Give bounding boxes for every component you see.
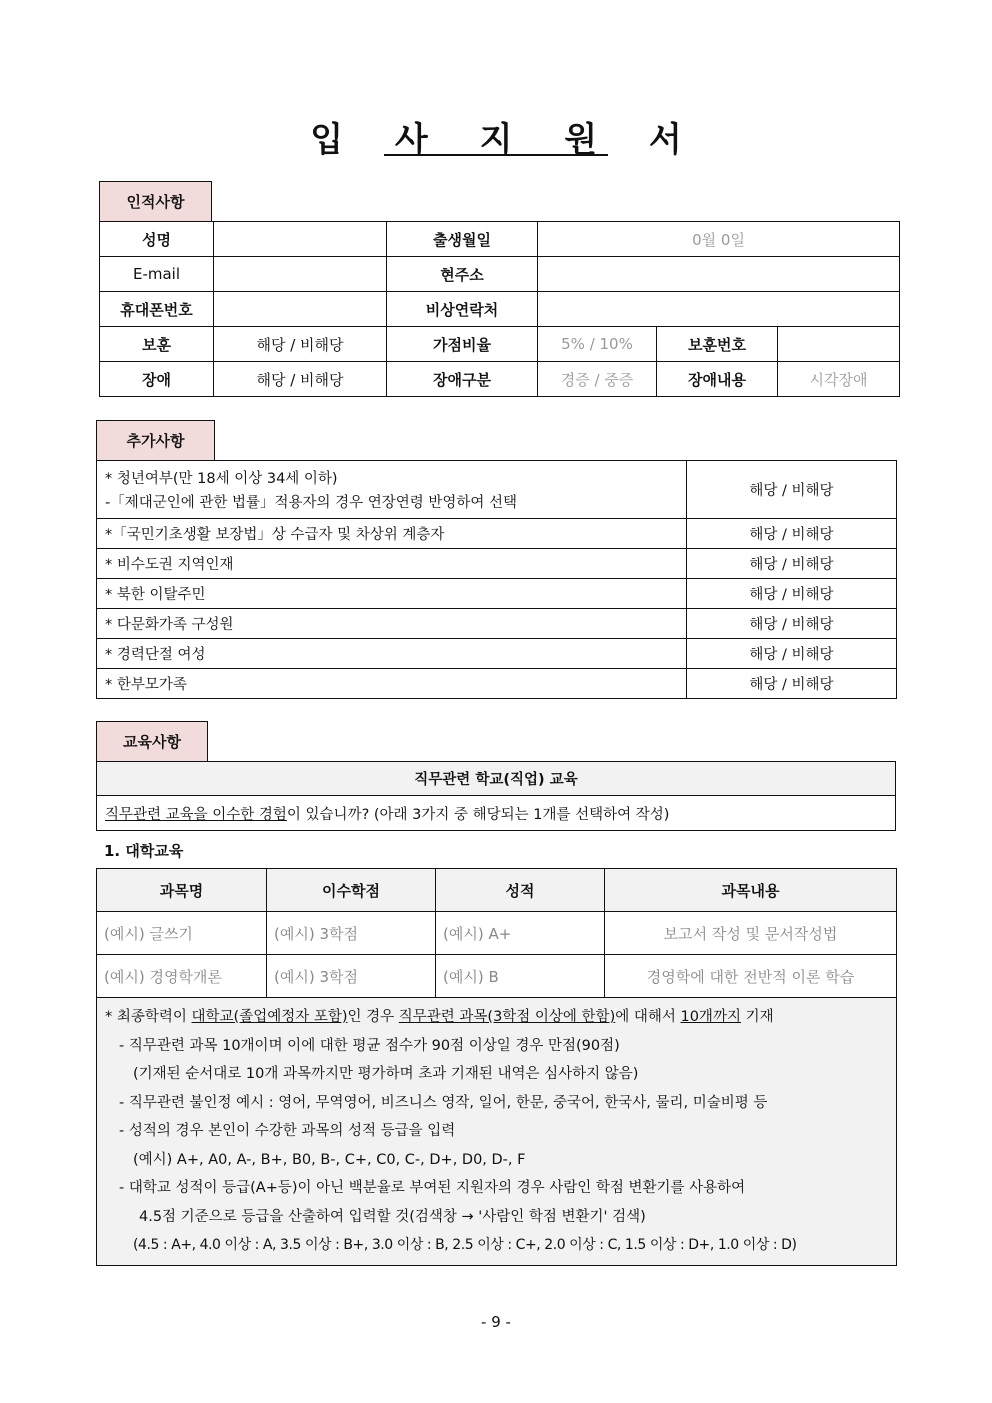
- personal-info-table: [99, 221, 900, 397]
- field-phone[interactable]: [214, 292, 387, 327]
- cell-grade[interactable]: (예시) B: [436, 955, 605, 998]
- note-line: - 직무관련 과목 10개이며 이에 대한 평균 점수가 90점 이상일 경우 만점(90점): [119, 1037, 620, 1054]
- additional-info-tag: 추가사항: [96, 420, 215, 460]
- label-bonus-rate: 가점비율: [387, 327, 538, 362]
- label-emergency: 비상연락처: [387, 292, 538, 327]
- row-veteran: [100, 327, 900, 362]
- note-line: - 대학교 성적이 등급(A+등)이 아닌 백분율로 부여된 지원자의 경우 사람인 학점 변환기를 사용하여: [119, 1180, 746, 1196]
- field-disability-detail[interactable]: 시각장애: [778, 362, 900, 397]
- title-underline: [384, 154, 608, 156]
- field-emergency[interactable]: [538, 292, 900, 327]
- label-phone: 휴대폰번호: [100, 292, 214, 327]
- additional-row-multicultural: [97, 609, 897, 639]
- additional-question: * 북한 이탈주민: [97, 579, 687, 609]
- university-courses-table: [96, 868, 897, 1266]
- field-disability[interactable]: 해당 / 비해당: [214, 362, 387, 397]
- col-credits: 이수학점: [267, 869, 436, 912]
- label-birthday: 출생월일: [387, 222, 538, 257]
- table-row: [97, 955, 897, 998]
- additional-answer[interactable]: 해당 / 비해당: [687, 669, 897, 699]
- education-tag: 교육사항: [96, 721, 208, 761]
- additional-answer[interactable]: 해당 / 비해당: [687, 609, 897, 639]
- additional-question: * 한부모가족: [97, 669, 687, 699]
- row-email: [100, 257, 900, 292]
- additional-question: * 경력단절 여성: [97, 639, 687, 669]
- additional-answer[interactable]: 해당 / 비해당: [687, 579, 897, 609]
- additional-answer[interactable]: 해당 / 비해당: [687, 461, 897, 519]
- additional-question-line2: -「제대군인에 관한 법률」적용자의 경우 연장연령 반영하여 선택: [105, 495, 518, 511]
- note-line: (기재된 순서대로 10개 과목까지만 평가하며 초과 기재된 내역은 심사하지 않음): [133, 1066, 639, 1082]
- label-veteran: 보훈: [100, 327, 214, 362]
- additional-row-defector: [97, 579, 897, 609]
- education-question-table: [96, 761, 896, 831]
- label-veteran-number: 보훈번호: [657, 327, 778, 362]
- additional-question-line1: * 청년여부(만 18세 이상 34세 이하): [105, 471, 338, 487]
- courses-header-row: [97, 869, 897, 912]
- additional-question: * 다문화가족 구성원: [97, 609, 687, 639]
- note-line: 4.5점 기준으로 등급을 산출하여 입력할 것(검색창 → '사람인 학점 변환기' 검색): [139, 1208, 646, 1225]
- education-header: 직무관련 학교(직업) 교육: [97, 762, 896, 796]
- cell-credits[interactable]: (예시) 3학점: [267, 912, 436, 955]
- note-line: * 최종학력이 대학교(졸업예정자 포함)인 경우 직무관련 과목(3학점 이상에 한함)에 대해서 10개까지 기재: [105, 1009, 774, 1025]
- col-course-content: 과목내용: [605, 869, 897, 912]
- cell-course-content[interactable]: 경영학에 대한 전반적 이론 학습: [605, 955, 897, 998]
- note-line: - 성적의 경우 본인이 수강한 과목의 성적 등급을 입력: [119, 1123, 456, 1139]
- form-title: 입 사 지 원 서: [310, 120, 702, 160]
- cell-grade[interactable]: (예시) A+: [436, 912, 605, 955]
- education-notes: [97, 998, 897, 1266]
- col-grade: 성적: [436, 869, 605, 912]
- additional-answer[interactable]: 해당 / 비해당: [687, 639, 897, 669]
- additional-answer[interactable]: 해당 / 비해당: [687, 549, 897, 579]
- table-row: [97, 912, 897, 955]
- field-bonus-rate[interactable]: 5% / 10%: [538, 327, 657, 362]
- label-email: E-mail: [100, 257, 214, 292]
- label-address: 현주소: [387, 257, 538, 292]
- field-veteran[interactable]: 해당 / 비해당: [214, 327, 387, 362]
- additional-row-basic-livelihood: [97, 519, 897, 549]
- cell-course-name[interactable]: (예시) 글쓰기: [97, 912, 267, 955]
- education-question-rest: 이 있습니까? (아래 3가지 중 해당되는 1개를 선택하여 작성): [286, 806, 670, 823]
- education-question-underlined: 직무관련 교육을 이수한 경험: [105, 806, 287, 823]
- personal-info-tag: 인적사항: [99, 181, 212, 221]
- field-address[interactable]: [538, 257, 900, 292]
- label-disability-detail: 장애내용: [657, 362, 778, 397]
- label-name: 성명: [100, 222, 214, 257]
- cell-credits[interactable]: (예시) 3학점: [267, 955, 436, 998]
- cell-course-content[interactable]: 보고서 작성 및 문서작성법: [605, 912, 897, 955]
- additional-row-single-parent: [97, 669, 897, 699]
- note-line: - 직무관련 불인정 예시 : 영어, 무역영어, 비즈니스 영작, 일어, 한문, 중국어, 한국사, 물리, 미술비평 등: [119, 1094, 768, 1111]
- note-line: (4.5 : A+, 4.0 이상 : A, 3.5 이상 : B+, 3.0 이상 : B, 2.5 이상 : C+, 2.0 이상 : C, 1.5 이상 : D+, 1.0 이상 : D): [133, 1237, 797, 1253]
- additional-answer[interactable]: 해당 / 비해당: [687, 519, 897, 549]
- additional-question: [97, 461, 687, 519]
- row-disability: [100, 362, 900, 397]
- education-question: [97, 796, 896, 831]
- col-course-name: 과목명: [97, 869, 267, 912]
- additional-row-career-break: [97, 639, 897, 669]
- page-number: - 9 -: [481, 1313, 511, 1331]
- row-phone: [100, 292, 900, 327]
- label-disability-type: 장애구분: [387, 362, 538, 397]
- field-email[interactable]: [214, 257, 387, 292]
- additional-info-table: [96, 460, 897, 699]
- additional-row-local-talent: [97, 549, 897, 579]
- additional-question: *「국민기초생활 보장법」상 수급자 및 차상위 계층자: [97, 519, 687, 549]
- cell-course-name[interactable]: (예시) 경영학개론: [97, 955, 267, 998]
- additional-question: * 비수도권 지역인재: [97, 549, 687, 579]
- label-disability: 장애: [100, 362, 214, 397]
- field-name[interactable]: [214, 222, 387, 257]
- section-university-title: 1. 대학교육: [104, 842, 184, 860]
- additional-row-youth: [97, 461, 897, 519]
- field-disability-type[interactable]: 경증 / 중증: [538, 362, 657, 397]
- row-name: [100, 222, 900, 257]
- note-line: (예시) A+, A0, A-, B+, B0, B-, C+, C0, C-, D+, D0, D-, F: [133, 1151, 526, 1168]
- field-birthday[interactable]: 0월 0일: [538, 222, 900, 257]
- field-veteran-number[interactable]: [778, 327, 900, 362]
